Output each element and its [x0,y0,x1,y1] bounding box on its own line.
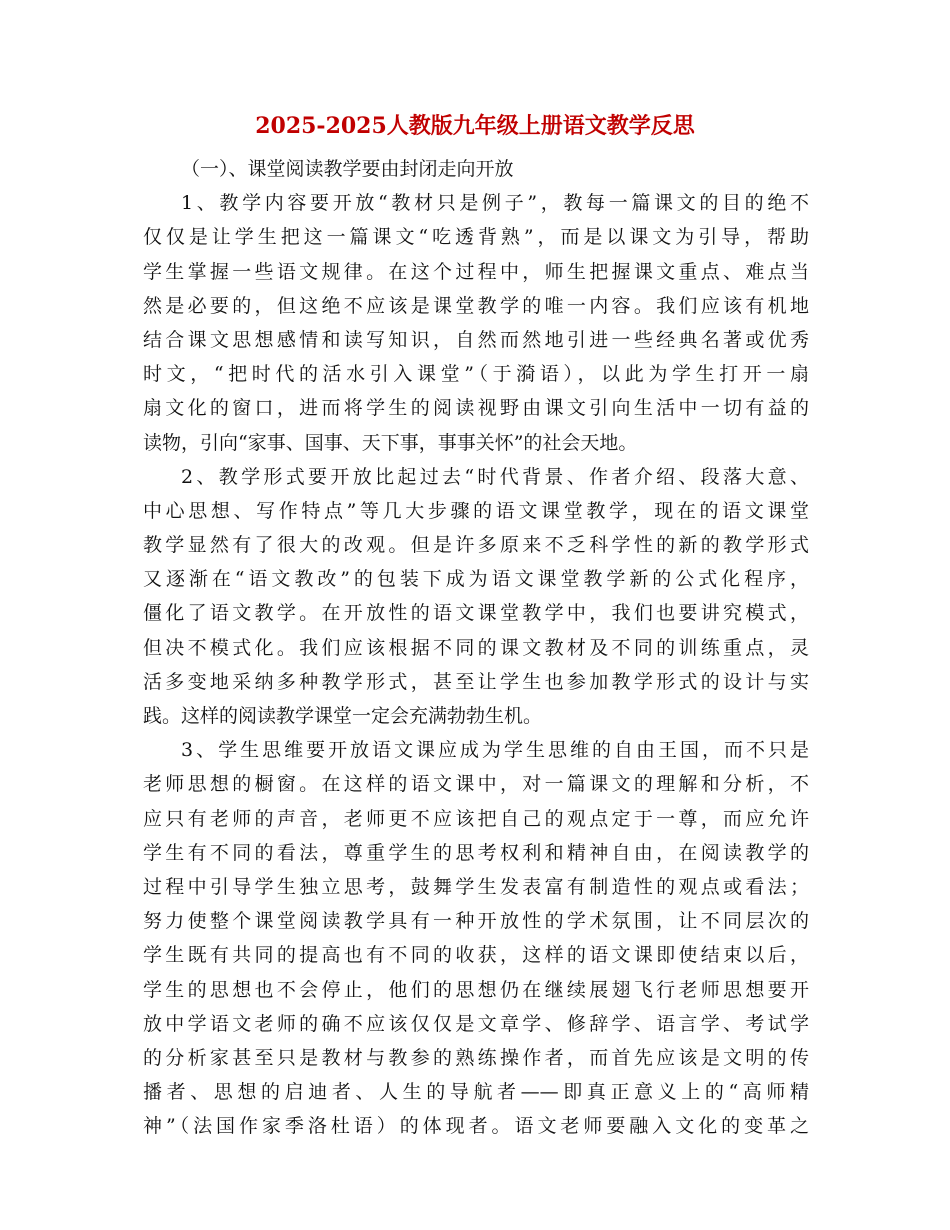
section-heading: （一）、课堂阅读教学要由封闭走向开放 [181,158,514,180]
paragraph-line: 学生既有共同的提高也有不同的收获，这样的语文课即使结束以后， [143,944,809,967]
paragraph-line: 的分析家甚至只是教材与教参的熟练操作者，而首先应该是文明的传 [143,1046,809,1069]
paragraph-line: 读物，引向“家事、国事、天下事，事事关怀”的社会天地。 [143,431,638,454]
paragraph-line: 3、学生思维要开放语文课应成为学生思维的自由王国，而不只是 [181,739,809,762]
paragraph-line: 神”（法国作家季洛杜语）的体现者。语文老师要融入文化的变革之 [143,1115,809,1138]
paragraph-line: 学生掌握一些语文规律。在这个过程中，师生把握课文重点、难点当 [143,260,809,283]
paragraph-line: 老师思想的橱窗。在这样的语文课中，对一篇课文的理解和分析，不 [143,773,809,796]
paragraph-line: 又逐渐在“语文教改”的包装下成为语文课堂教学新的公式化程序， [143,568,809,591]
paragraph-line: 1、教学内容要开放“教材只是例子”，教每一篇课文的目的绝不 [181,192,809,215]
paragraph-line: 学生有不同的看法，尊重学生的思考权利和精神自由，在阅读教学的 [143,841,809,864]
paragraph-line: 中心思想、写作特点”等几大步骤的语文课堂教学，现在的语文课堂 [143,499,809,522]
paragraph-line: 践。这样的阅读教学课堂一定会充满勃勃生机。 [143,705,543,727]
document-title: 2025-2025人教版九年级上册语文教学反思 [255,113,695,139]
paragraph-line: 活多变地采纳多种教学形式，甚至让学生也参加教学形式的设计与实 [143,670,809,693]
paragraph-line: 教学显然有了很大的改观。但是许多原来不乏科学性的新的教学形式 [143,534,809,557]
paragraph-line: 学生的思想也不会停止，他们的思想仍在继续展翅飞行老师思想要开 [143,978,809,1001]
paragraph-line: 过程中引导学生独立思考，鼓舞学生发表富有制造性的观点或看法； [143,875,809,898]
paragraph-line: 放中学语文老师的确不应该仅仅是文章学、修辞学、语言学、考试学 [143,1012,809,1035]
paragraph-line: 努力使整个课堂阅读教学具有一种开放性的学术氛围，让不同层次的 [143,910,809,933]
paragraph-line: 但决不模式化。我们应该根据不同的课文教材及不同的训练重点，灵 [143,636,809,659]
paragraph-line: 播者、思想的启迪者、人生的导航者——即真正意义上的“高师精 [143,1081,809,1104]
paragraph-line: 仅仅是让学生把这一篇课文“吃透背熟”，而是以课文为引导，帮助 [143,226,809,249]
paragraph-line: 2、教学形式要开放比起过去“时代背景、作者介绍、段落大意、 [181,465,809,488]
paragraph-line: 时文，“把时代的活水引入课堂”（于漪语），以此为学生打开一扇 [143,363,809,386]
paragraph-line: 僵化了语文教学。在开放性的语文课堂教学中，我们也要讲究模式， [143,602,809,625]
paragraph-line: 然是必要的，但这绝不应该是课堂教学的唯一内容。我们应该有机地 [143,294,809,317]
paragraph-line: 应只有老师的声音，老师更不应该把自己的观点定于一尊，而应允许 [143,807,809,830]
paragraph-line: 结合课文思想感情和读写知识，自然而然地引进一些经典名著或优秀 [143,328,809,351]
document-body [143,152,809,1143]
paragraph-line: 扇文化的窗口，进而将学生的阅读视野由课文引向生活中一切有益的 [143,397,809,420]
